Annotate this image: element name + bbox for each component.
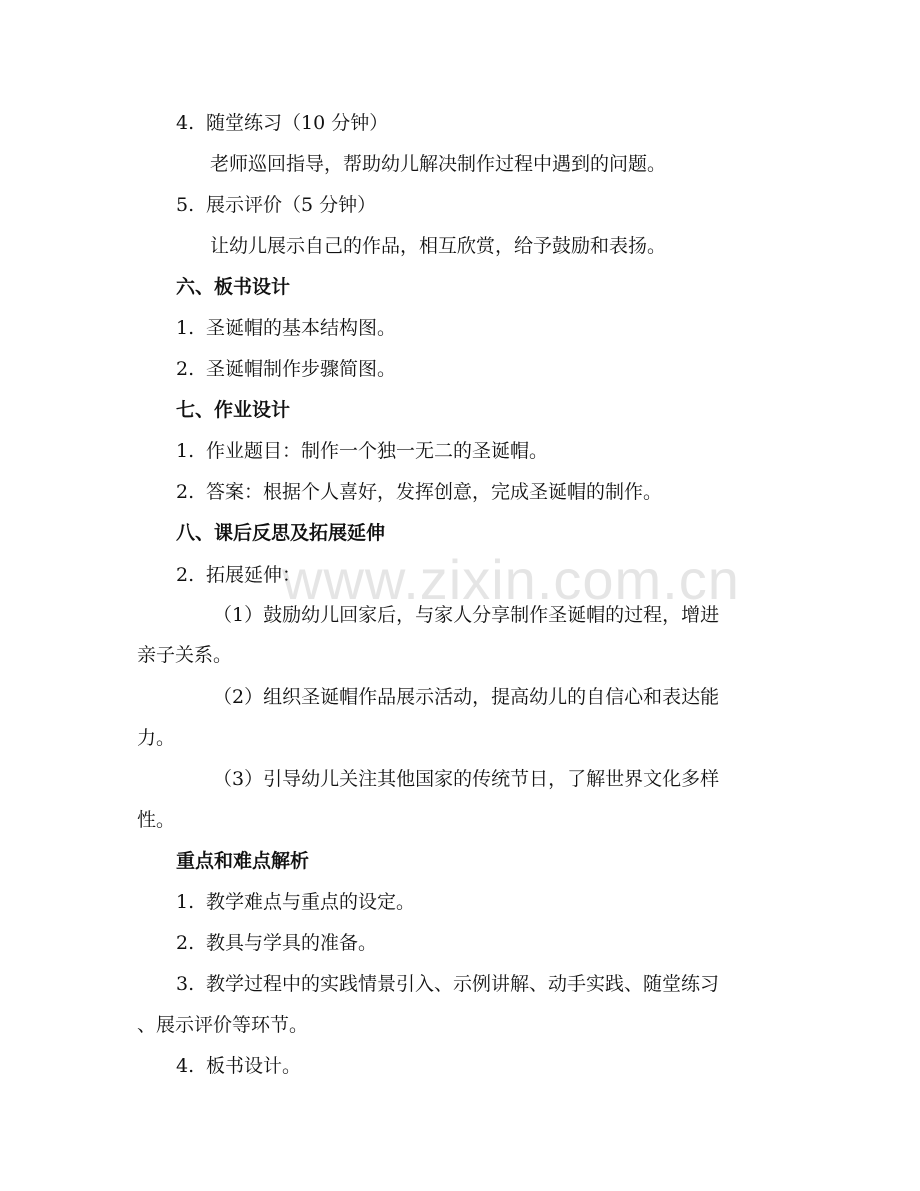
- item-text: 圣诞帽的基本结构图。: [206, 317, 397, 339]
- item-text: 作业题目：制作一个独一无二的圣诞帽。: [206, 440, 549, 462]
- list-item: [176, 357, 396, 381]
- item-text: 展示评价（5 分钟）: [206, 194, 377, 216]
- paragraph: 老师巡回指导，帮助幼儿解决制作过程中遇到的问题。: [210, 153, 667, 175]
- item-text: 拓展延伸：: [206, 564, 302, 586]
- list-item: [176, 111, 388, 135]
- section-heading: 重点和难点解析: [176, 850, 310, 872]
- item-number: 1.: [176, 317, 195, 339]
- list-item: [176, 193, 376, 217]
- item-text: 随堂练习（10 分钟）: [206, 112, 389, 134]
- item-text: 教具与学具的准备。: [206, 932, 378, 954]
- section-heading: 八、课后反思及拓展延伸: [176, 522, 386, 544]
- paragraph: （3）引导幼儿关注其他国家的传统节日，了解世界文化多样: [213, 768, 720, 790]
- item-number: 4.: [176, 112, 195, 134]
- list-item: [176, 1054, 301, 1078]
- list-item: [176, 972, 719, 996]
- paragraph-continuation: 力。: [137, 727, 176, 749]
- paragraph-continuation: 性。: [137, 809, 176, 831]
- paragraph-continuation: 、展示评价等环节。: [137, 1014, 309, 1036]
- item-text: 教学难点与重点的设定。: [206, 891, 416, 913]
- item-number: 3.: [176, 973, 195, 995]
- paragraph: 让幼儿展示自己的作品，相互欣赏，给予鼓励和表扬。: [210, 235, 667, 257]
- item-number: 5.: [176, 194, 195, 216]
- item-text: 圣诞帽制作步骤简图。: [206, 358, 397, 380]
- item-number: 1.: [176, 440, 195, 462]
- section-heading: 六、板书设计: [176, 276, 291, 298]
- list-item: [176, 480, 662, 504]
- paragraph: （2）组织圣诞帽作品展示活动，提高幼儿的自信心和表达能: [213, 686, 720, 708]
- item-text: 板书设计。: [206, 1055, 302, 1077]
- paragraph: （1）鼓励幼儿回家后，与家人分享制作圣诞帽的过程，增进: [213, 604, 720, 626]
- paragraph-continuation: 亲子关系。: [137, 644, 233, 666]
- list-item: [176, 931, 377, 955]
- watermark: www.zixin.com.cn: [282, 548, 740, 611]
- list-item: [176, 890, 415, 914]
- section-heading: 七、作业设计: [176, 399, 291, 421]
- item-text: 答案：根据个人喜好，发挥创意，完成圣诞帽的制作。: [206, 481, 663, 503]
- item-number: 2.: [176, 358, 195, 380]
- item-number: 2.: [176, 481, 195, 503]
- item-number: 1.: [176, 891, 195, 913]
- item-text: 教学过程中的实践情景引入、示例讲解、动手实践、随堂练习: [206, 973, 720, 995]
- list-item: [176, 316, 396, 340]
- item-number: 4.: [176, 1055, 195, 1077]
- item-number: 2.: [176, 564, 195, 586]
- list-item: [176, 563, 301, 587]
- list-item: [176, 439, 548, 463]
- item-number: 2.: [176, 932, 195, 954]
